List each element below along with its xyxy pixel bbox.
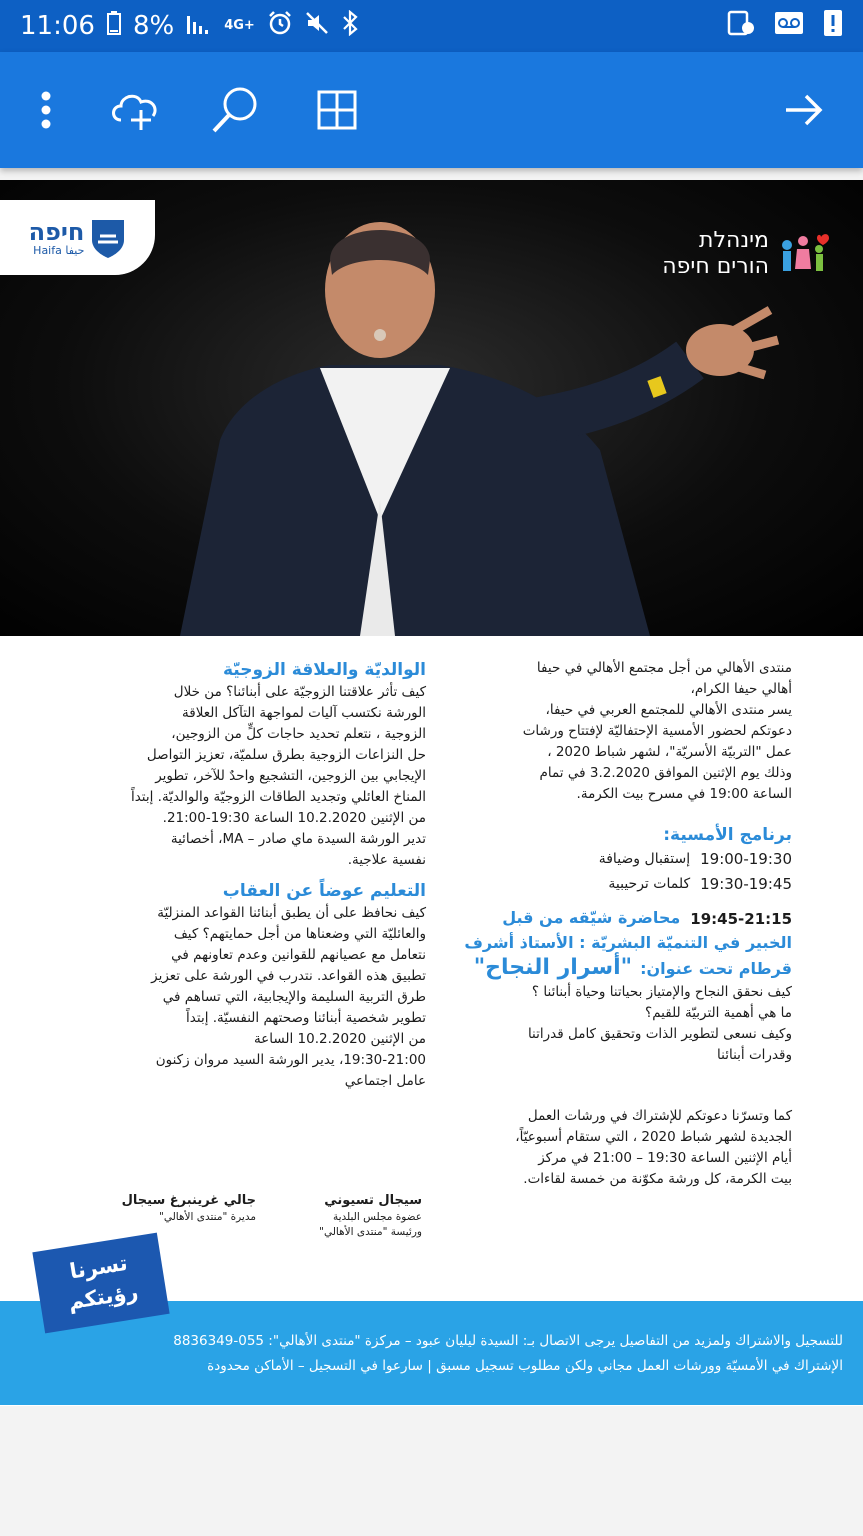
program-label: إستقبال وضيافة xyxy=(598,851,691,867)
clock: 11:06 xyxy=(20,11,95,41)
workshop2-line: نتعامل مع عصيانهم للقوانين وعدم تعاونهم في xyxy=(171,947,426,963)
closing-line: أيام الإثنين الساعة 19:30 – 21:00 في مركز xyxy=(538,1150,792,1166)
notification-icon xyxy=(727,10,755,42)
lecture-line1: محاضرة شيّقه من قبل xyxy=(502,908,681,927)
stamp-line1: تسرنا xyxy=(67,1250,130,1284)
haifa-logo-hebrew: חיפה xyxy=(28,217,85,246)
parents-administration-logo xyxy=(662,228,833,280)
workshop2-line: عامل اجتماعي xyxy=(344,1073,426,1089)
status-bar xyxy=(0,0,863,52)
lecture-line2: الخبير في التنميّة البشريّة : الأستاذ أشرف xyxy=(464,933,792,952)
speaker-photo xyxy=(0,180,863,636)
invitation-column xyxy=(452,658,792,1190)
signature-name: جالي غرينبرغ سيجال xyxy=(121,1193,256,1208)
workshop1-line: من الإثنين 10.2.2020 الساعة 19:30-21:00. xyxy=(162,810,426,826)
workshop1-line: الإيجابي بين الزوجين، التشجيع واحدٌ للآخر، تطوير xyxy=(155,768,426,784)
stamp-line2: رؤيتكم xyxy=(66,1279,140,1315)
workshop2-line: والعائليّة التي وضعناها من أجل حمايتهم؟ كيف xyxy=(173,926,426,942)
workshop1-line: المناخ العائلي وتجديد الطاقات الزوجيّة والوالديّة. إبتداً xyxy=(130,789,426,805)
program-item xyxy=(452,872,792,897)
program-label: كلمات ترحيبية xyxy=(608,876,691,892)
intro-line: يسر منتدى الأهالي للمجتمع العربي في حيفا، xyxy=(545,702,792,718)
workshop2-line: طرق التربية السليمة والإيجابية، التي تساهم في xyxy=(162,989,426,1005)
intro-line: أهالي حيفا الكرام، xyxy=(690,681,792,697)
cloud-upload-icon[interactable] xyxy=(105,82,165,138)
intro-line: وذلك يوم الإثنين الموافق 3.2.2020 في تمام xyxy=(539,765,792,781)
intro-line: الساعة 19:00 في مسرح بيت الكرمة. xyxy=(576,786,792,802)
footer-note: الإشتراك في الأمسيّة وورشات العمل مجاني ولكن مطلوب تسجيل مسبق | سارعوا في التسجيل – الأماكن محدودة xyxy=(207,1358,843,1374)
signature-block xyxy=(262,1192,422,1240)
alert-icon xyxy=(823,9,843,43)
workshop2-line: من الإثنين 10.2.2020 الساعة xyxy=(253,1031,426,1047)
lecture-line3: قرطام تحت عنوان: xyxy=(640,959,792,978)
signature-name: سيجال تسيوني xyxy=(324,1193,422,1208)
haifa-logo-latin: Haifa xyxy=(33,243,62,257)
workshop2-line: كيف نحافظ على أن يطبق أبنائنا القواعد المنزليّة xyxy=(157,905,426,921)
program-time: 19:00-19:30 xyxy=(700,850,792,868)
more-vert-icon[interactable] xyxy=(16,82,76,138)
signature-role: ورئيسة "منتدى الأهالي" xyxy=(319,1226,422,1238)
haifa-emblem-icon xyxy=(90,216,126,260)
lecture-title: "أسرار النجاح" xyxy=(473,955,633,980)
closing-line: كما وتسرّنا دعوتكم للإشتراك في ورشات العمل xyxy=(527,1108,792,1124)
battery-level: 8% xyxy=(132,11,175,41)
program-title: برنامج الأمسية: xyxy=(663,825,792,845)
app-toolbar xyxy=(0,52,863,168)
workshop1-line: تدير الورشة السيدة ماي صادر – MA، أخصائية xyxy=(170,831,426,847)
network-type: 4G+ xyxy=(224,18,255,33)
alarm-icon xyxy=(267,10,293,43)
lecture-desc-line: وكيف نسعى لتطوير الذات وتحقيق كامل قدراتنا xyxy=(527,1026,792,1042)
workshop2-line: 19:30-21:00، يدير الورشة السيد مروان زكنون xyxy=(155,1052,426,1068)
haifa-logo-arabic: حيفا xyxy=(65,243,85,257)
workshop1-line: كيف تأثر علاقتنا الزوجيّة على أبنائنا؟ من خلال xyxy=(173,684,426,700)
battery-icon xyxy=(107,11,121,42)
grid-icon[interactable] xyxy=(307,82,367,138)
search-icon[interactable] xyxy=(206,82,266,138)
lecture-item xyxy=(452,907,792,932)
lecture-desc-line: كيف نحقق النجاح والإمتياز بحياتنا وحياة أبنائنا ؟ xyxy=(531,984,792,1000)
voicemail-icon xyxy=(773,10,805,42)
lecture-time: 19:45-21:15 xyxy=(690,910,792,928)
lecture-desc-line: وقدرات أبنائنا xyxy=(717,1047,792,1063)
workshop2-title: التعليم عوضاً عن العقاب xyxy=(222,881,426,901)
flyer-image xyxy=(0,180,863,1406)
lecture-desc-line: ما هي أهمية التربيّة للقيم؟ xyxy=(645,1005,792,1021)
footer-contact: للتسجيل والاشتراك ولمزيد من التفاصيل يرجى الاتصال بـ: السيدة ليليان عبود – مركزة "منتدى الأهالي": 055-8836349 xyxy=(173,1333,843,1349)
signature-block xyxy=(80,1192,256,1225)
forward-arrow-icon[interactable] xyxy=(774,82,834,138)
parents-logo-line2: הורים חיפה xyxy=(662,254,769,279)
intro-line: دعوتكم لحضور الأمسية الإحتفاليّة لإفتتاح ورشات xyxy=(522,723,792,739)
bluetooth-icon xyxy=(341,10,359,43)
workshops-column xyxy=(70,658,426,1092)
family-icon xyxy=(777,231,833,277)
parents-logo-line1: מינהלת xyxy=(698,228,769,253)
signature-role: عضوة مجلس البلدية xyxy=(332,1211,422,1223)
workshop1-title: الوالديّة والعلاقة الزوجيّة xyxy=(222,660,426,680)
program-item xyxy=(452,847,792,872)
mute-icon xyxy=(305,11,329,42)
workshop1-line: الزوجية ، نتعلم تحديد حاجات كلٍّ من الزوجين، xyxy=(171,726,426,742)
workshop2-line: تطوير شخصية أبنائنا وصحتهم النفسيّة. إبتداً xyxy=(186,1010,426,1026)
haifa-logo xyxy=(0,200,155,275)
intro-line: منتدى الأهالي من أجل مجتمع الأهالي في حيفا xyxy=(536,660,792,676)
workshop2-line: تطبيق هذه القواعد. نتدرب في الورشة على تعزيز xyxy=(151,968,426,984)
signature-role: مديرة "منتدى الأهالي" xyxy=(159,1211,256,1223)
program-time: 19:30-19:45 xyxy=(700,875,792,893)
closing-line: الجديدة لشهر شباط 2020 ، التي ستقام أسبوعيّاً، xyxy=(515,1129,792,1145)
workshop1-line: نفسية علاجية. xyxy=(347,852,426,868)
workshop1-line: الورشة نكتسب آليات لمواجهة التآكل العلاقة xyxy=(182,705,426,721)
signal-icon xyxy=(186,11,212,41)
closing-line: بيت الكرمة، كل ورشة مكوّنة من خمسة لقاءات. xyxy=(523,1171,792,1187)
workshop1-line: حل النزاعات الزوجية بطرق سلميّة، تعزيز التواصل xyxy=(146,747,426,763)
intro-line: عمل "التربيّة الأسريّة"، لشهر شباط 2020 ، xyxy=(547,744,792,760)
